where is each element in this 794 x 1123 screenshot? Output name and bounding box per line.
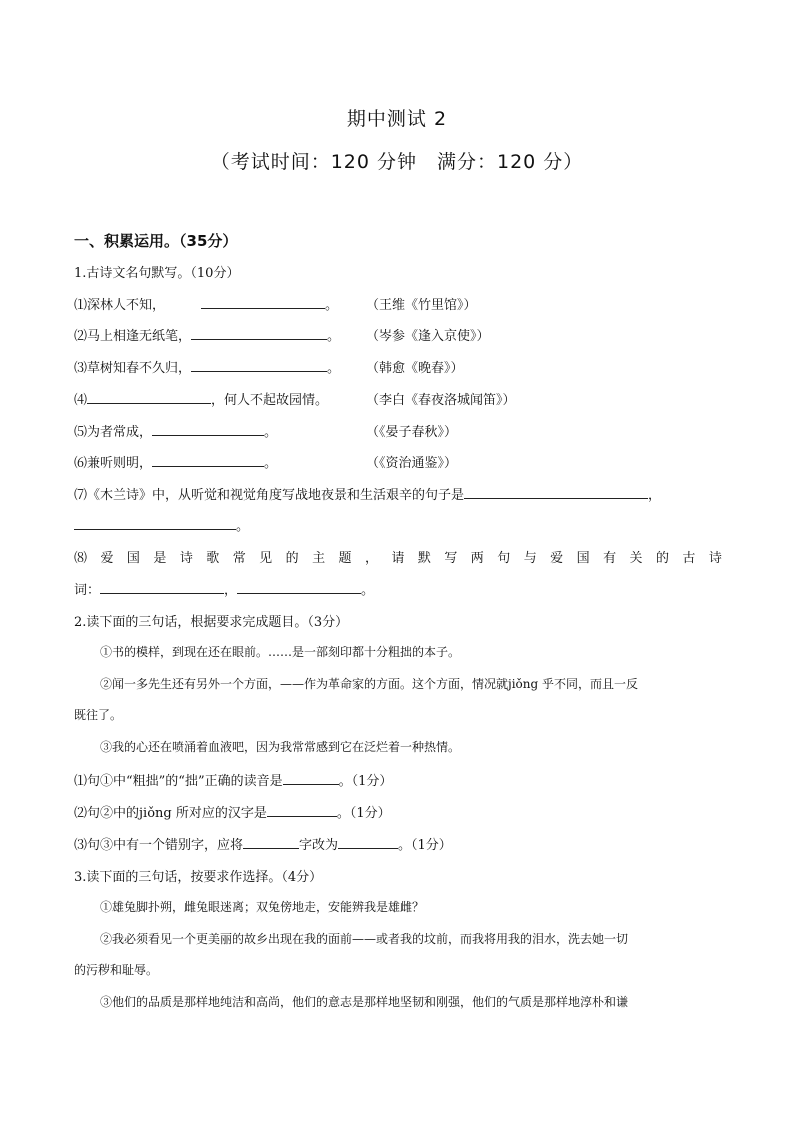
q2-sub-2-text: ⑵句②中的jiǒng 所对应的汉字是: [74, 806, 267, 821]
q2-sentence-2: ②闻一多先生还有另外一个方面，——作为革命家的方面。这个方面，情况就jiǒng 乎不同，而且一反: [100, 677, 639, 691]
char: 国: [126, 551, 140, 566]
q1-item-4-source: （李白《春夜洛城闻笛》）: [366, 393, 516, 408]
answer-blank[interactable]: [74, 517, 236, 530]
q1-item-6-source: （《资治通鉴》）: [366, 456, 458, 471]
char: 写: [444, 551, 458, 566]
answer-blank[interactable]: [100, 581, 224, 594]
char: ⑻: [74, 551, 88, 566]
q2-sub-3-mid: 字改为: [299, 838, 339, 853]
q1-item-7: [74, 484, 661, 503]
q1-item-2-source: （岑参《逢入京使》）: [366, 329, 490, 344]
char: 诗: [708, 551, 722, 566]
q2-sub-3: [74, 834, 452, 853]
char: 国: [576, 551, 590, 566]
char: 默: [417, 551, 431, 566]
q1-item-6: [74, 452, 277, 471]
q1-item-4-post: ，何人不起故园情。: [211, 393, 329, 408]
q3-sentence-1: ①雄兔脚扑朔，雌兔眼迷离；双兔傍地走，安能辨我是雄雌？: [100, 900, 425, 914]
char: 是: [153, 551, 167, 566]
q2-sub-1-text: ⑴句①中“粗拙”的“拙”正确的读音是: [74, 774, 283, 789]
q1-item-7-cont: [74, 515, 249, 534]
q1-item-6-post: 。: [264, 456, 278, 471]
q1-item-1: [74, 294, 338, 313]
q1-item-3-post: 。: [327, 361, 341, 376]
q1-item-2-post: 。: [327, 329, 341, 344]
q1-item-8-label: 词：: [74, 583, 101, 598]
q1-item-5-post: 。: [264, 425, 278, 440]
char: 爱: [100, 551, 114, 566]
q1-item-1-pre: ⑴深林人不知，: [74, 298, 166, 313]
q1-item-2-pre: ⑵马上相逢无纸笔，: [74, 329, 192, 344]
char: ，: [364, 551, 378, 566]
q2-sentence-3: ③我的心还在喷涌着血液吧，因为我常常感到它在泛烂着一种热情。: [100, 740, 461, 754]
q1-item-3: [74, 357, 340, 376]
answer-blank[interactable]: [191, 327, 327, 340]
q1-item-7-end: 。: [236, 519, 250, 534]
q1-item-3-source: （韩愈《晚春》）: [366, 361, 464, 376]
char: 歌: [206, 551, 220, 566]
exam-subtitle: （考试时间：120 分钟 满分：120 分）: [210, 151, 584, 173]
char: 句: [497, 551, 511, 566]
q2-sub-2-score: 。（1分）: [336, 806, 391, 821]
char: 有: [603, 551, 617, 566]
char: 古: [682, 551, 696, 566]
q1-item-7-text: ⑺《木兰诗》中，从听觉和视觉角度写战地夜景和生活艰辛的句子是: [74, 488, 465, 503]
answer-blank[interactable]: [152, 423, 264, 436]
q1-item-1-post: 。: [325, 298, 339, 313]
answer-blank[interactable]: [201, 296, 325, 309]
q2-sub-3-score: 。（1分）: [398, 838, 452, 853]
char: 两: [470, 551, 484, 566]
q1-item-2: [74, 325, 340, 344]
exam-title: 期中测试 2: [346, 108, 448, 130]
char: 诗: [179, 551, 193, 566]
char: 关: [629, 551, 643, 566]
question-1-stem: 1.古诗文名句默写。（10分）: [74, 266, 240, 281]
q1-item-6-pre: ⑹兼听则明，: [74, 456, 153, 471]
char: 的: [285, 551, 299, 566]
answer-blank[interactable]: [464, 486, 648, 499]
char: 请: [391, 551, 405, 566]
q1-item-7-comma: ，: [648, 488, 662, 503]
q1-item-5-pre: ⑸为者常成，: [74, 425, 153, 440]
answer-blank[interactable]: [338, 836, 398, 849]
answer-blank[interactable]: [87, 391, 211, 404]
q1-item-1-source: （王维《竹里馆》）: [366, 298, 477, 313]
answer-blank[interactable]: [283, 772, 339, 785]
q1-item-5-source: （《晏子春秋》）: [366, 425, 458, 440]
q2-sub-1-score: 。（1分）: [338, 774, 393, 789]
q3-sentence-2-cont: 的污秽和耻辱。: [74, 963, 159, 977]
q2-sub-2: [74, 802, 391, 821]
q1-item-8-end: 。: [361, 583, 375, 598]
char: 的: [655, 551, 669, 566]
char: 与: [523, 551, 537, 566]
q1-item-8-comma: ，: [224, 583, 238, 598]
q1-item-5: [74, 421, 277, 440]
q1-item-8-cont: [74, 579, 374, 598]
q2-sentence-1: ①书的模样，到现在还在眼前。……是一部刻印都十分粗拙的本子。: [100, 645, 461, 659]
answer-blank[interactable]: [152, 454, 264, 467]
q3-sentence-2: ②我必须看见一个更美丽的故乡出现在我的面前——或者我的坟前，而我将用我的泪水，洗去她一切: [100, 932, 629, 946]
answer-blank[interactable]: [237, 581, 361, 594]
q2-sub-3-text: ⑶句③中有一个错别字，应将: [74, 838, 244, 853]
q2-sub-1: [74, 770, 392, 789]
char: 主: [312, 551, 326, 566]
section-heading: 一、积累运用。（35分）: [74, 232, 238, 250]
char: 常: [232, 551, 246, 566]
q1-item-3-pre: ⑶草树知春不久归，: [74, 361, 192, 376]
question-3-stem: 3.读下面的三句话，按要求作选择。（4分）: [74, 870, 323, 885]
answer-blank[interactable]: [267, 804, 337, 817]
question-2-stem: 2.读下面的三句话，根据要求完成题目。（3分）: [74, 615, 349, 630]
q2-sentence-2-cont: 既往了。: [74, 708, 123, 722]
answer-blank[interactable]: [191, 359, 327, 372]
q1-item-4-pre: ⑷: [74, 393, 88, 408]
q1-item-4: [74, 389, 328, 408]
q1-item-8: [74, 547, 722, 566]
char: 题: [338, 551, 352, 566]
answer-blank[interactable]: [243, 836, 299, 849]
char: 爱: [550, 551, 564, 566]
char: 见: [259, 551, 273, 566]
q3-sentence-3: ③他们的品质是那样地纯洁和高尚，他们的意志是那样地坚韧和刚强，他们的气质是那样地淳朴和谦: [100, 995, 629, 1009]
